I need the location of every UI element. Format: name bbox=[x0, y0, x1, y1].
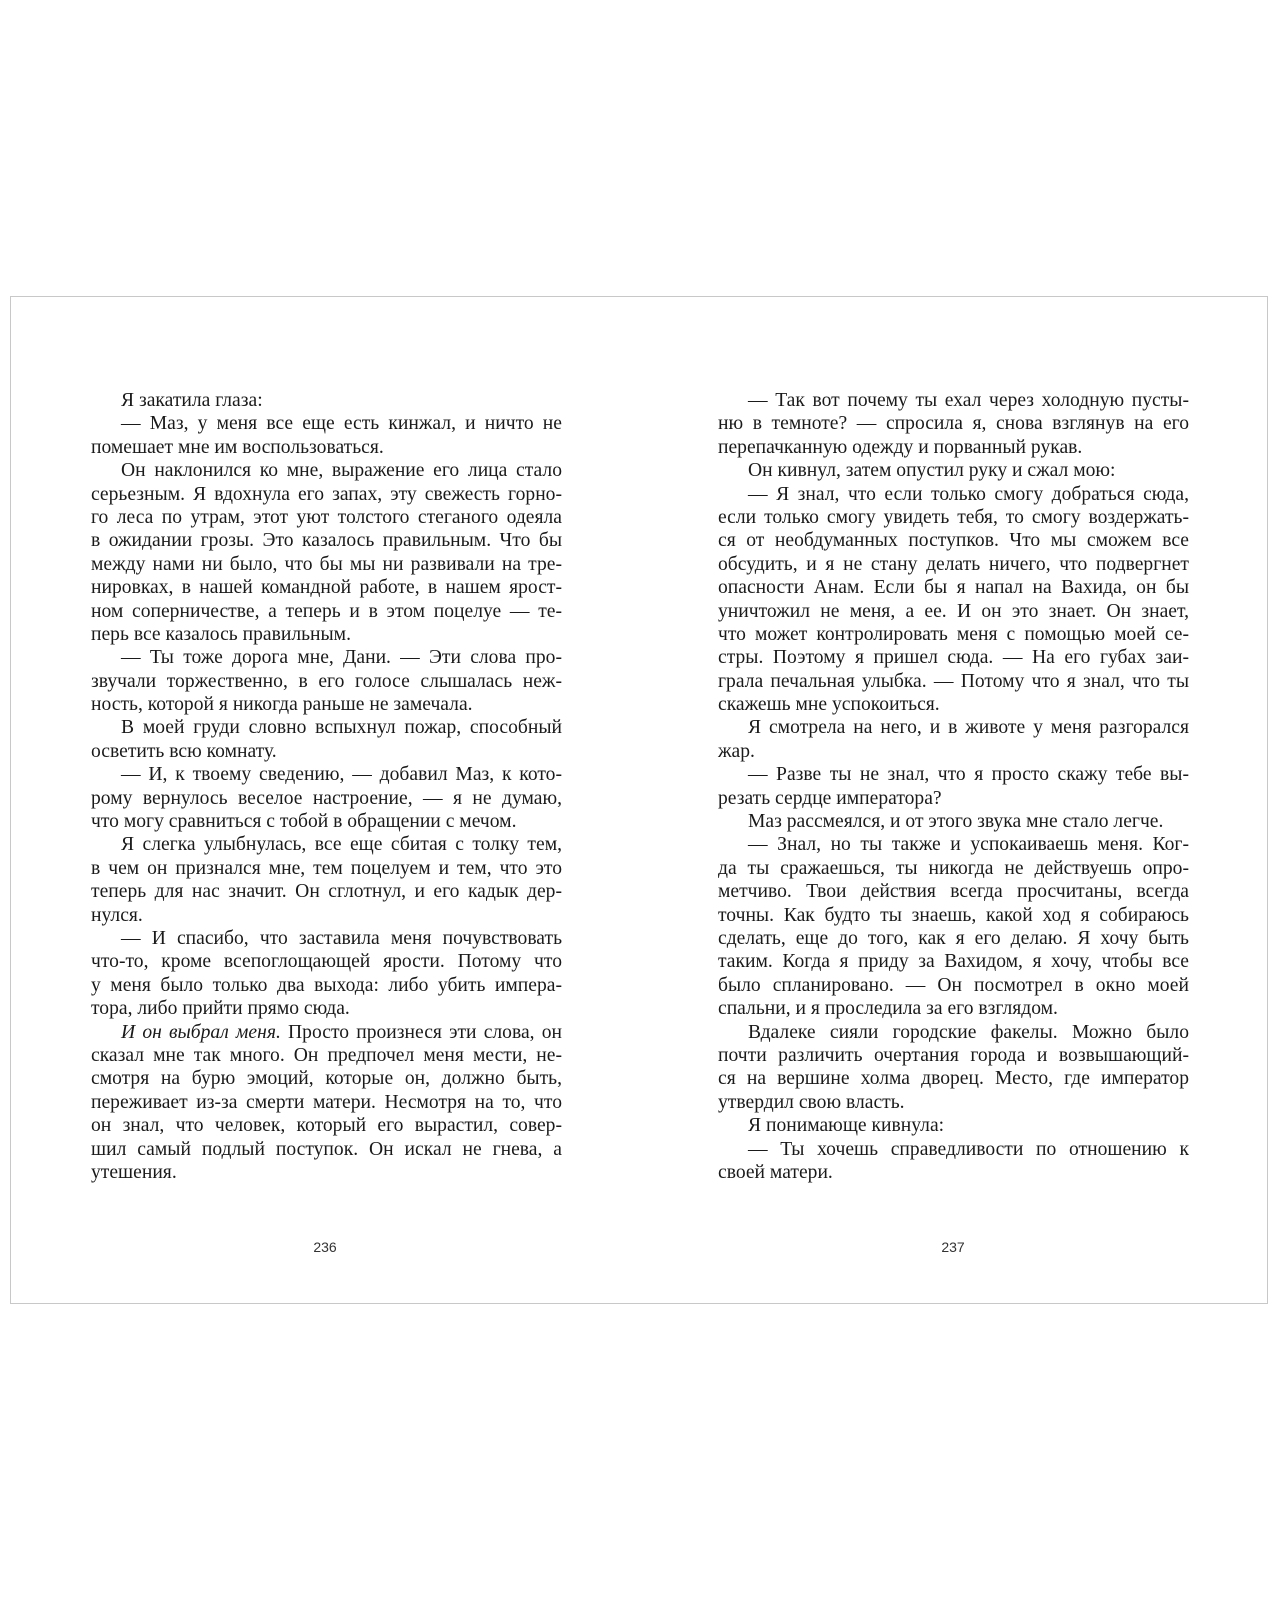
text-line: — Знал, но ты также и успокаиваешь меня. Ког- bbox=[748, 834, 1189, 856]
text-line: ся от необдуманных поступков. Что мы сможем все bbox=[718, 530, 1189, 552]
text-line: между нами ни было, что бы мы ни развивали на тре- bbox=[91, 553, 562, 575]
text-line: грала печальная улыбка. — Потому что я знал, что ты bbox=[718, 670, 1189, 692]
text-line: теперь для нас значит. Он сглотнул, и его кадык дер- bbox=[91, 881, 562, 903]
text-line: он знал, что человек, который его вырастил, совер- bbox=[91, 1115, 562, 1137]
text-line: помешает мне им воспользоваться. bbox=[91, 436, 384, 458]
text-line: точны. Как будто ты знаешь, какой ход я собираюсь bbox=[718, 904, 1189, 926]
text-line: метчиво. Твои действия всегда просчитаны, всегда bbox=[718, 881, 1189, 903]
text-line: утвердил свою власть. bbox=[718, 1091, 905, 1113]
text-line: сделать, еще до того, как я его делаю. Я хочу быть bbox=[718, 927, 1189, 949]
text-line: И он выбрал меня. Просто произнеся эти слова, он bbox=[121, 1021, 562, 1043]
text-line: Я понимающе кивнула: bbox=[748, 1115, 945, 1137]
text-line: в чем он признался мне, тем поцелуем и тем, что это bbox=[91, 857, 562, 879]
text-line: что может контролировать меня с помощью моей се- bbox=[718, 623, 1189, 645]
text-line: да ты сражаешься, ты никогда не действуешь опро- bbox=[718, 857, 1189, 879]
text-line: ность, которой я никогда раньше не замечала. bbox=[91, 694, 473, 716]
text-line: — Так вот почему ты ехал через холодную пусты- bbox=[748, 390, 1189, 411]
text-line: Маз рассмеялся, и от этого звука мне стало легче. bbox=[748, 811, 1164, 833]
text-line: опасности Анам. Если бы я напал на Вахида, он бы bbox=[718, 577, 1189, 599]
text-line: таким. Когда я приду за Вахидом, я хочу, чтобы все bbox=[718, 951, 1189, 973]
text-line: обсудить, и я не стану делать ничего, что подвергнет bbox=[718, 553, 1189, 575]
text-line: В моей груди словно вспыхнул пожар, способный bbox=[121, 717, 562, 739]
text-line: что могу сравниться с тобой в обращении с мечом. bbox=[91, 811, 517, 833]
text-line: Я слегка улыбнулась, все еще сбитая с толку тем, bbox=[121, 834, 562, 856]
text-line: — И, к твоему сведению, — добавил Маз, к кото- bbox=[121, 764, 562, 786]
text-line: Я закатила глаза: bbox=[121, 390, 263, 411]
italic-phrase: И он выбрал меня. bbox=[121, 1021, 281, 1043]
text-line: шил самый подлый поступок. Он искал не гнева, а bbox=[91, 1138, 562, 1160]
text-line: Он кивнул, затем опустил руку и сжал мою: bbox=[748, 460, 1116, 482]
text-line: осветить всю комнату. bbox=[91, 740, 277, 762]
text-line: стры. Поэтому я пришел сюда. — На его губах заи- bbox=[718, 647, 1189, 669]
page-number-right: 237 bbox=[941, 1239, 965, 1255]
text-line: что-то, кроме всепоглощающей ярости. Потому что bbox=[91, 951, 562, 973]
text-line: нировках, в нашей командной работе, в нашем ярост- bbox=[91, 577, 562, 599]
text-line: уничтожил не меня, а ее. И он это знает. Он знает, bbox=[718, 600, 1189, 622]
text-line: сказал мне так много. Он предпочел меня мести, не- bbox=[91, 1044, 562, 1066]
text-line: утешения. bbox=[91, 1161, 177, 1183]
text-line: тора, либо прийти прямо сюда. bbox=[91, 998, 350, 1020]
text-line: было спланировано. — Он посмотрел в окно моей bbox=[718, 974, 1189, 996]
text-line: — И спасибо, что заставила меня почувствовать bbox=[121, 927, 562, 949]
text-line: серьезным. Я вдохнула его запах, эту свежесть горно- bbox=[91, 483, 562, 505]
text-line: ном соперничестве, а теперь и в этом поцелуе — те- bbox=[91, 600, 562, 622]
text-line: скажешь мне успокоиться. bbox=[718, 694, 940, 716]
text-line: го леса по утрам, этот уют толстого стеганого одеяла bbox=[91, 506, 562, 528]
text-line: — Маз, у меня все еще есть кинжал, и ничто не bbox=[121, 413, 562, 435]
text-line: смотря на бурю эмоций, которые он, должно быть, bbox=[91, 1068, 562, 1090]
text-line: звучали торжественно, в его голосе слышалась неж- bbox=[91, 670, 562, 692]
text-line: ню в темноте? — спросила я, снова взглянув на его bbox=[718, 413, 1189, 435]
text-line: резать сердце императора? bbox=[718, 787, 942, 809]
text-line: жар. bbox=[718, 740, 755, 762]
right-page-text bbox=[718, 389, 1189, 1184]
text-line: перь все казалось правильным. bbox=[91, 623, 351, 645]
text-line: ся на вершине холма дворец. Место, где император bbox=[718, 1068, 1189, 1090]
text-line: переживает из-за смерти матери. Несмотря на то, что bbox=[91, 1091, 562, 1113]
text-line: — Разве ты не знал, что я просто скажу тебе вы- bbox=[748, 764, 1189, 786]
text-line: — Ты тоже дорога мне, Дани. — Эти слова про- bbox=[121, 647, 562, 669]
text-line: своей матери. bbox=[718, 1161, 833, 1183]
left-page-text bbox=[91, 389, 562, 1184]
text-line: в ожидании грозы. Это казалось правильным. Что бы bbox=[91, 530, 562, 552]
text-line: — Я знал, что если только смогу добраться сюда, bbox=[748, 483, 1189, 505]
book-spread bbox=[10, 296, 1268, 1304]
text-line: — Ты хочешь справедливости по отношению к bbox=[748, 1138, 1189, 1160]
text-line: Он наклонился ко мне, выражение его лица стало bbox=[121, 460, 562, 482]
text-line: перепачканную одежду и порванный рукав. bbox=[718, 436, 1083, 458]
text-line: рому вернулось веселое настроение, — я не думаю, bbox=[91, 787, 562, 809]
text-line: нулся. bbox=[91, 904, 143, 926]
text-line: Я смотрела на него, и в животе у меня разгорался bbox=[748, 717, 1189, 739]
text-line: спальни, и я проследила за его взглядом. bbox=[718, 998, 1058, 1020]
page-number-left: 236 bbox=[313, 1239, 337, 1255]
text-line: Вдалеке сияли городские факелы. Можно было bbox=[748, 1021, 1189, 1043]
text-line: если только смогу увидеть тебя, то смогу воздержать- bbox=[718, 506, 1189, 528]
text-line: почти различить очертания города и возвышающий- bbox=[718, 1044, 1189, 1066]
text-line: у меня было только два выхода: либо убить импера- bbox=[91, 974, 562, 996]
